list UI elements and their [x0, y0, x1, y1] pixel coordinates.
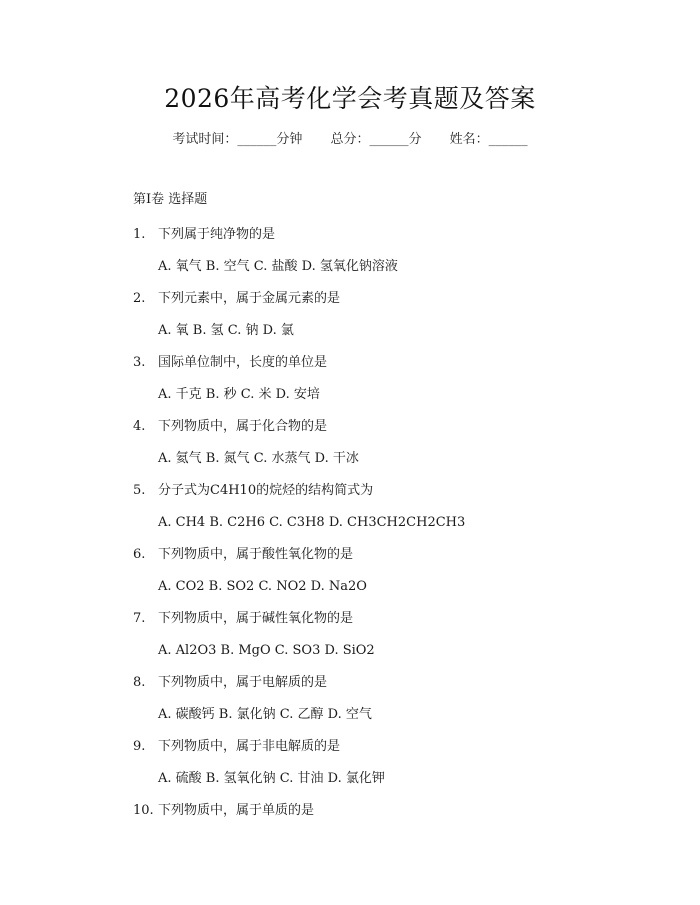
question-item [133, 802, 314, 820]
question-text: 分子式为C4H10的烷烃的结构简式为 [158, 483, 374, 498]
question-options: A. CO2 B. SO2 C. NO2 D. Na2O [158, 579, 367, 594]
question-options: A. 硫酸 B. 氢氧化钠 C. 甘油 D. 氯化钾 [158, 771, 385, 786]
question-options: A. Al2O3 B. MgO C. SO3 D. SiO2 [158, 643, 375, 658]
exam-time-label: 考试时间： [172, 132, 238, 147]
question-item [133, 418, 327, 436]
exam-info-line [0, 131, 700, 149]
question-text: 下列物质中，属于酸性氧化物的是 [158, 547, 354, 562]
question-text: 下列元素中，属于金属元素的是 [158, 291, 341, 306]
question-number: 6. [133, 547, 146, 562]
question-item [133, 674, 327, 692]
total-score-label: 总分： [330, 132, 370, 147]
question-options: A. CH4 B. C2H6 C. C3H8 D. CH3CH2CH2CH3 [158, 515, 466, 530]
question-text: 下列属于纯净物的是 [158, 227, 276, 242]
question-item [133, 354, 327, 372]
question-text: 国际单位制中，长度的单位是 [158, 355, 328, 370]
exam-time-unit: 分钟 [276, 132, 303, 147]
question-options: A. 千克 B. 秒 C. 米 D. 安培 [158, 387, 320, 402]
question-number: 10. [133, 803, 154, 818]
question-item [133, 226, 275, 244]
question-options: A. 氧气 B. 空气 C. 盐酸 D. 氢氧化钠溶液 [158, 259, 398, 274]
question-options: A. 氧 B. 氢 C. 钠 D. 氯 [158, 323, 294, 338]
student-name-field [450, 131, 528, 149]
exam-time-field [172, 131, 302, 149]
question-number: 5. [133, 483, 146, 498]
total-score-field [330, 131, 421, 149]
question-text: 下列物质中，属于单质的是 [158, 803, 315, 818]
section-title: 第Ⅰ卷 选择题 [133, 192, 208, 207]
question-number: 4. [133, 419, 146, 434]
question-item [133, 610, 353, 628]
question-number: 9. [133, 739, 146, 754]
student-name-label: 姓名： [449, 132, 489, 147]
question-text: 下列物质中，属于碱性氧化物的是 [158, 611, 354, 626]
question-options: A. 碳酸钙 B. 氯化钠 C. 乙醇 D. 空气 [158, 707, 372, 722]
question-text: 下列物质中，属于非电解质的是 [158, 739, 341, 754]
question-item [133, 290, 340, 308]
question-item [133, 738, 340, 756]
question-number: 8. [133, 675, 146, 690]
question-number: 3. [133, 355, 146, 370]
exam-time-blank: ______ [237, 132, 277, 147]
question-number: 2. [133, 291, 146, 306]
student-name-blank: ______ [488, 132, 528, 147]
question-item [133, 546, 353, 564]
total-score-blank: ______ [369, 132, 409, 147]
question-text: 下列物质中，属于电解质的是 [158, 675, 328, 690]
question-item [133, 482, 373, 500]
total-score-unit: 分 [408, 132, 422, 147]
question-number: 1. [133, 227, 146, 242]
question-text: 下列物质中，属于化合物的是 [158, 419, 328, 434]
question-options: A. 氦气 B. 氮气 C. 水蒸气 D. 干冰 [158, 451, 359, 466]
page-title: 2026年高考化学会考真题及答案 [164, 84, 536, 113]
question-number: 7. [133, 611, 146, 626]
